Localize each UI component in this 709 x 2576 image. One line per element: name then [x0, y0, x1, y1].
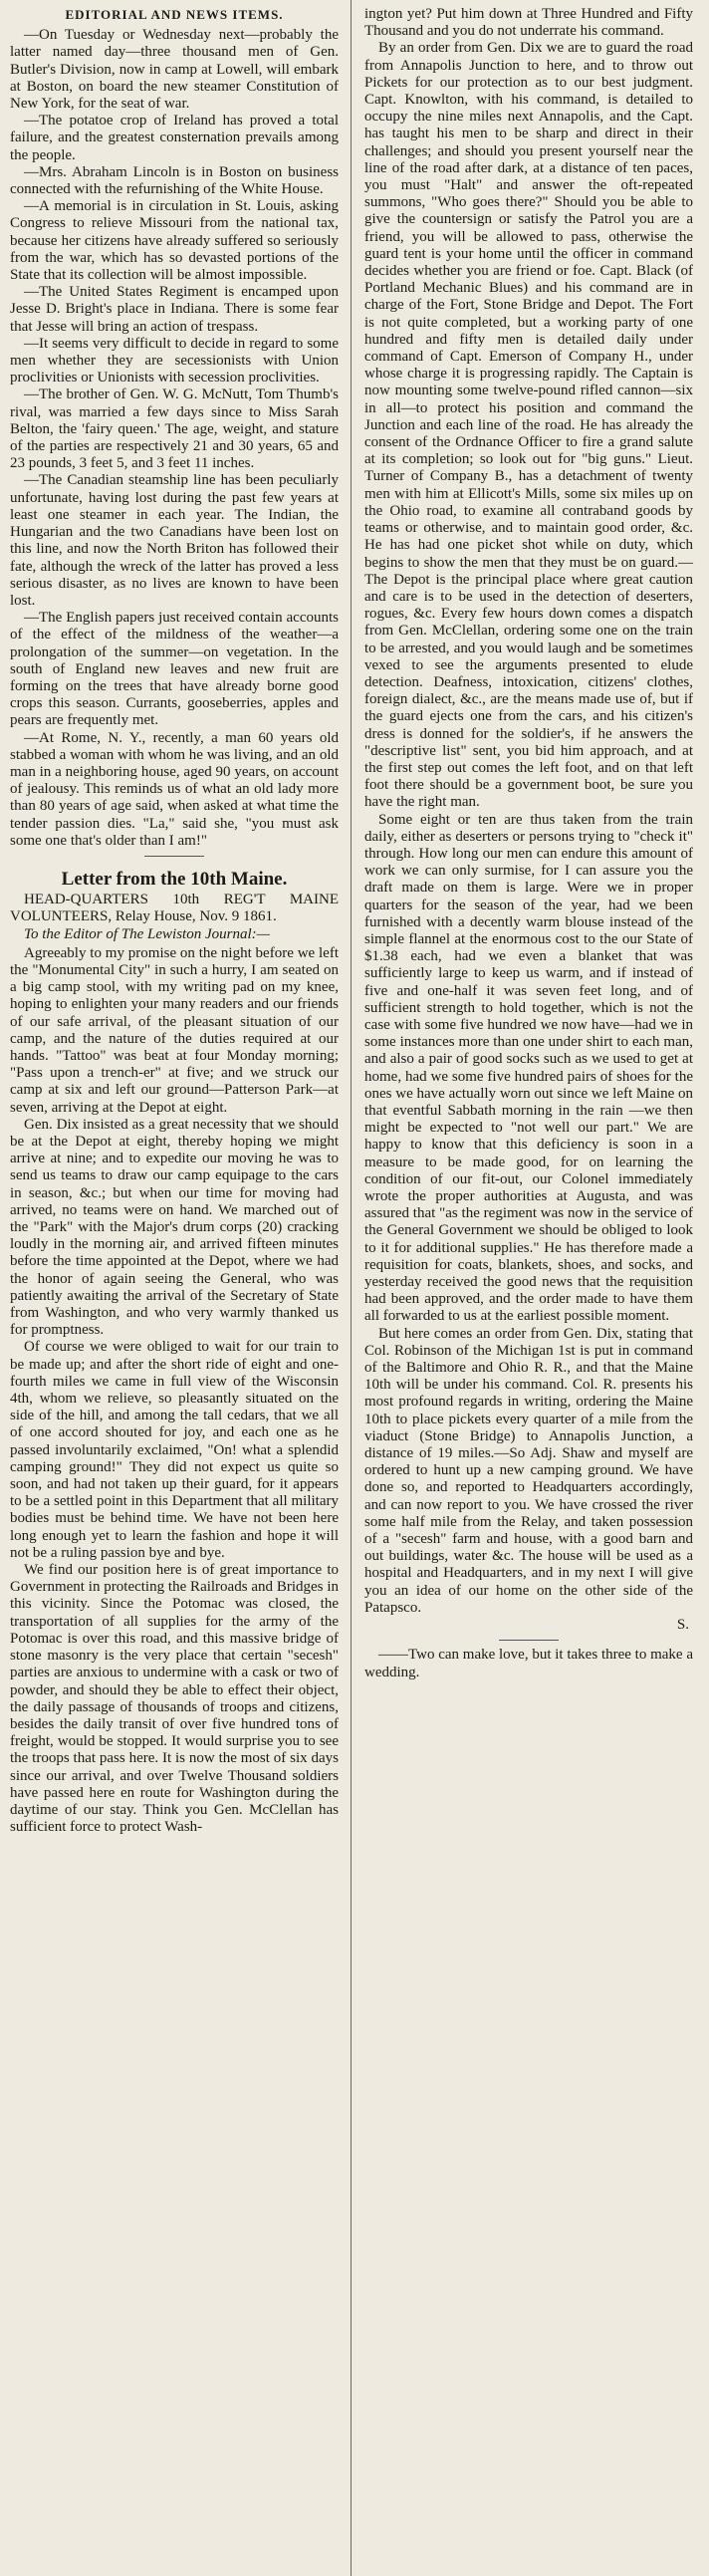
letter-signature: S. [676, 1617, 689, 1634]
letter-paragraph: We find our position here is of great importance to Government in protecting the Railroads and Bridges in this vicinity. Since the Potomac was closed, the transportation of all supplies for the army of the Potomac is over this road, and this massive bridge of stone masonry is the very place that certain "secesh" parties are anxious to undermine with a cask or two of powder, and should they be able to effect their object, the daily passage of thousands of troops and citizens, besides the daily transit of over five hundred tons of freight, would be stopped. It would surprise you to see the troops that pass here. It is now the most of six days since our arrival, and over Twelve Thousand soldiers have passed here en route for Washington during the daytime of our stay. Think you Gen. McClellan has sufficient force to protect Wash- [10, 1562, 339, 1836]
news-item: —A memorial is in circulation in St. Louis, asking Congress to relieve Missouri from the national tax, because her citizens have already suffered so seriously from the war, which has so devasted portions of the State that its collection will be almost impossible. [10, 198, 339, 284]
footer-news-item: ——Two can make love, but it takes three to make a wedding. [364, 1647, 693, 1680]
news-item: —The English papers just received contain accounts of the effect of the mildness of the weather—a prolongation of the summer—on vegetation. In the south of England new leaves and new fruit are forming on the trees that have already borne good crops this season. Currants, gooseberries, apples and pears are frequently met. [10, 610, 339, 729]
letter-paragraph: By an order from Gen. Dix we are to guard the road from Annapolis Junction to here, and to throw out Pickets for our protection as to our best judgment. Capt. Knowlton, with his command, is detailed to occupy the nine miles next Annapolis, and the Capt. has taught his men to be sharp and direct in their challenges; and should you present yourself near the line of the road after dark, at a distance of ten paces, you must "Halt" and answer the oft-repeated summons, "Who goes there?" Should you be able to give the countersign or satisfy the Patrol you are a friend, you will be allowed to pass, otherwise the guard tent is your home until the officer in command decides whether you are friend or foe. Capt. Black (of Portland Mechanic Blues) and his command are in charge of the Fort, Stone Bridge and Depot. The Fort is not quite completed, but a working party of one hundred and fifty men is detailed daily under command of Capt. Emerson of Company H., under whose charge it is progressing rapidly. The Captain is now mounting some twelve-pound rifled cannon—six in all—to protect his position and command the Junction and each line of the road. He has already the consent of the Ordnance Officer to fire a grand salute at its completion; so look out for "big guns." Lieut. Turner of Company B., has a detachment of twenty men with him at Ellicott's Mills, some six miles up on the Ohio road, to examine all contraband goods by teams or otherwise, and to maintain good order, &c. He has had one picket shot while on duty, which begins to show the men that they must be on guard.—The Depot is the principal place where great caution and care is to be used in the detection of deserters, rogues, &c. Every few hours down comes a dispatch from Gen. McClellan, ordering some one on the train to be arrested, and you would laugh and be sometimes vexed to see the arguments presented to elude detection. Deafness, intoxication, citizens' clothes, foreign dialect, &c., are the means made use of, but if the guard ejects one from the cars, and his citizen's dress is donned for the soldier's, if he answers the "descriptive list" sent, you bid him approach, and at the first step out comes the left foot, and on that left foot there should be a government boot, be sure you have the right man. [364, 40, 693, 811]
column-divider [351, 0, 352, 2576]
letter-paragraph: Agreeably to my promise on the night before we left the "Monumental City" in such a hurry, I am seated on a big camp stool, with my writing pad on my knee, hoping to enlighten your many readers and our friends of our safe arrival, of the pleasant situation of our camp, and the nature of the duties required at our hands. "Tattoo" was beat at four Monday morning; "Pass upon a trench-er" at five; and we struck our camp at six and left our ground—Patterson Park—at seven, arriving at the Depot at eight. [10, 944, 339, 1116]
news-item: —On Tuesday or Wednesday next—probably the latter named day—three thousand men of Gen. Butler's Division, now in camp at Lowell, will embark at Boston, on board the new steamer Constitution of New York, for the seat of war. [10, 27, 339, 113]
masthead: EDITORIAL AND NEWS ITEMS. [65, 7, 284, 22]
letter-paragraph: Some eight or ten are thus taken from the train daily, either as deserters or persons trying to "check it" through. How long our men can endure this amount of work we can only surmise, for I can assure you the draft made on them is large. Were we in proper quarters for the season of the year, had we been furnished with a decently warm blouse instead of the simple flannel at the enormous cost to the our State of $1.38 each, had we even a blanket that was sufficiently large to keep us warm, and if instead of five and one-half it was seven feet long, and of sufficient strength to hold together, which is not the case with some five hundred we now have—had we in some instances more than one under shirt to each man, and also a pair of good socks such as we used to get at home, had we some five hundred pairs of shoes for the ones we have actually worn out since we left Maine on that eventful Sabbath morning in the rain —we then might be expected to "not well our part." We are happy to know that this deficiency is soon in a measure to be made good, for on learning the condition of our fit-out, our Colonel immediately wrote the proper authorities at Augusta, and was assured that "as the regiment was now in the service of the General Government we should be obliged to look to it for additional supplies." He has therefore made a requisition for coats, blankets, shoes, and socks, and yesterday received the good news that the requisition had been approved, and the order made to have them all forwarded to us at the earliest possible moment. [364, 811, 693, 1325]
news-item: —At Rome, N. Y., recently, a man 60 years old stabbed a woman with whom he was living, and an old man in a neighboring house, aged 90 years, on account of jealousy. This reminds us of what an old lady more than 80 years of age said, when asked at what time the tender passion dies. "La," said she, "you must ask some one that's older than I am!" [10, 729, 339, 849]
left-column [10, 6, 339, 1836]
news-item: —The United States Regiment is encamped upon Jesse D. Bright's place in Indiana. There is some fear that Jesse will bring an action of trespass. [10, 284, 339, 335]
letter-paragraph: ington yet? Put him down at Three Hundred and Fifty Thousand and you do not underrate his command. [364, 6, 693, 40]
news-item: —The Canadian steamship line has been peculiarly unfortunate, having lost during the past few years at least one steamer in each year. The Indian, the Hungarian and the two Canadians have been lost on this line, and now the North Briton has followed their fate, although the wreck of the latter has proved a less serious disaster, as no lives are known to have been lost. [10, 472, 339, 609]
letter-addressee: To the Editor of The Lewiston Journal:— [24, 925, 270, 942]
letter-title: Letter from the 10th Maine. [61, 868, 288, 890]
letter-paragraph: Gen. Dix insisted as a great necessity that we should be at the Depot at eight, thereby hoping we might arrive at nine; and to expedite our moving he was to send us teams to draw our camp equipage to the cars in season, &c.; but when our time for moving had arrived, no teams were on hand. We marched out of the "Park" with the Major's drum corps (20) cracking loudly in the morning air, and arrived fifteen minutes before the time appointed at the Depot, where we had the honor of again seeing the General, who was patiently awaiting the arrival of the Secretary of State from Washington, and who very warmly thanked us for promptness. [10, 1116, 339, 1339]
letter-paragraph: But here comes an order from Gen. Dix, stating that Col. Robinson of the Michigan 1st is put in command of the Baltimore and Ohio R. R., and that the Maine 10th will be under his command. Col. R. presents his most profound regards in writing, ordering the Maine 10th to place pickets every quarter of a mile from the viaduct (Stone Bridge) to Annapolis Junction, a distance of 19 miles.—So Adj. Shaw and myself are ordered to hunt up a new camping ground. We have done so, and reported to Headquarters accordingly, and can now report to you. We have crossed the river some half mile from the Relay, and taken possession of a "secesh" farm and house, with a good barn and out buildings, water &c. The house will be used as a hospital and Headquarters, and in my next I will give you an idea of our home on the other side of the Patapsco. [364, 1325, 693, 1616]
news-item: —The potatoe crop of Ireland has proved a total failure, and the greatest consternation prevails among the people. [10, 113, 339, 163]
news-item: —It seems very difficult to decide in regard to some men whether they are secessionists with Union proclivities or Unionists with secession proclivities. [10, 335, 339, 386]
news-item: —Mrs. Abraham Lincoln is in Boston on business connected with the refurnishing of the White House. [10, 163, 339, 198]
section-rule [144, 856, 204, 857]
news-item: —The brother of Gen. W. G. McNutt, Tom Thumb's rival, was married a few days since to Miss Sarah Belton, the 'fairy queen.' The age, weight, and stature of the parties are respectively 21 and 30 years, 65 and 23 pounds, 3 feet 5, and 3 feet 11 inches. [10, 386, 339, 472]
letter-paragraph: Of course we were obliged to wait for our train to be made up; and after the short ride of eight and one-fourth miles we came in full view of the Wisconsin 4th, whom we relieve, so pleasantly situated on the side of the hill, and among the tall cedars, that we all of one accord shouted for joy, and each one as he passed involuntarily exclaimed, "On! what a splendid camping ground!" They did not expect us quite so soon, and had not taken up their guard, for it appears to be a settled point in this Department that all military bodies must be behind time. We have not been here long enough yet to learn the fashion and hope it will not be a ruling passion bye and bye. [10, 1339, 339, 1561]
letter-dateline: HEAD-QUARTERS 10th REG'T MAINE VOLUNTEERS, Relay House, Nov. 9 1861. [10, 892, 339, 925]
section-rule [499, 1640, 559, 1641]
right-column [364, 6, 693, 1681]
